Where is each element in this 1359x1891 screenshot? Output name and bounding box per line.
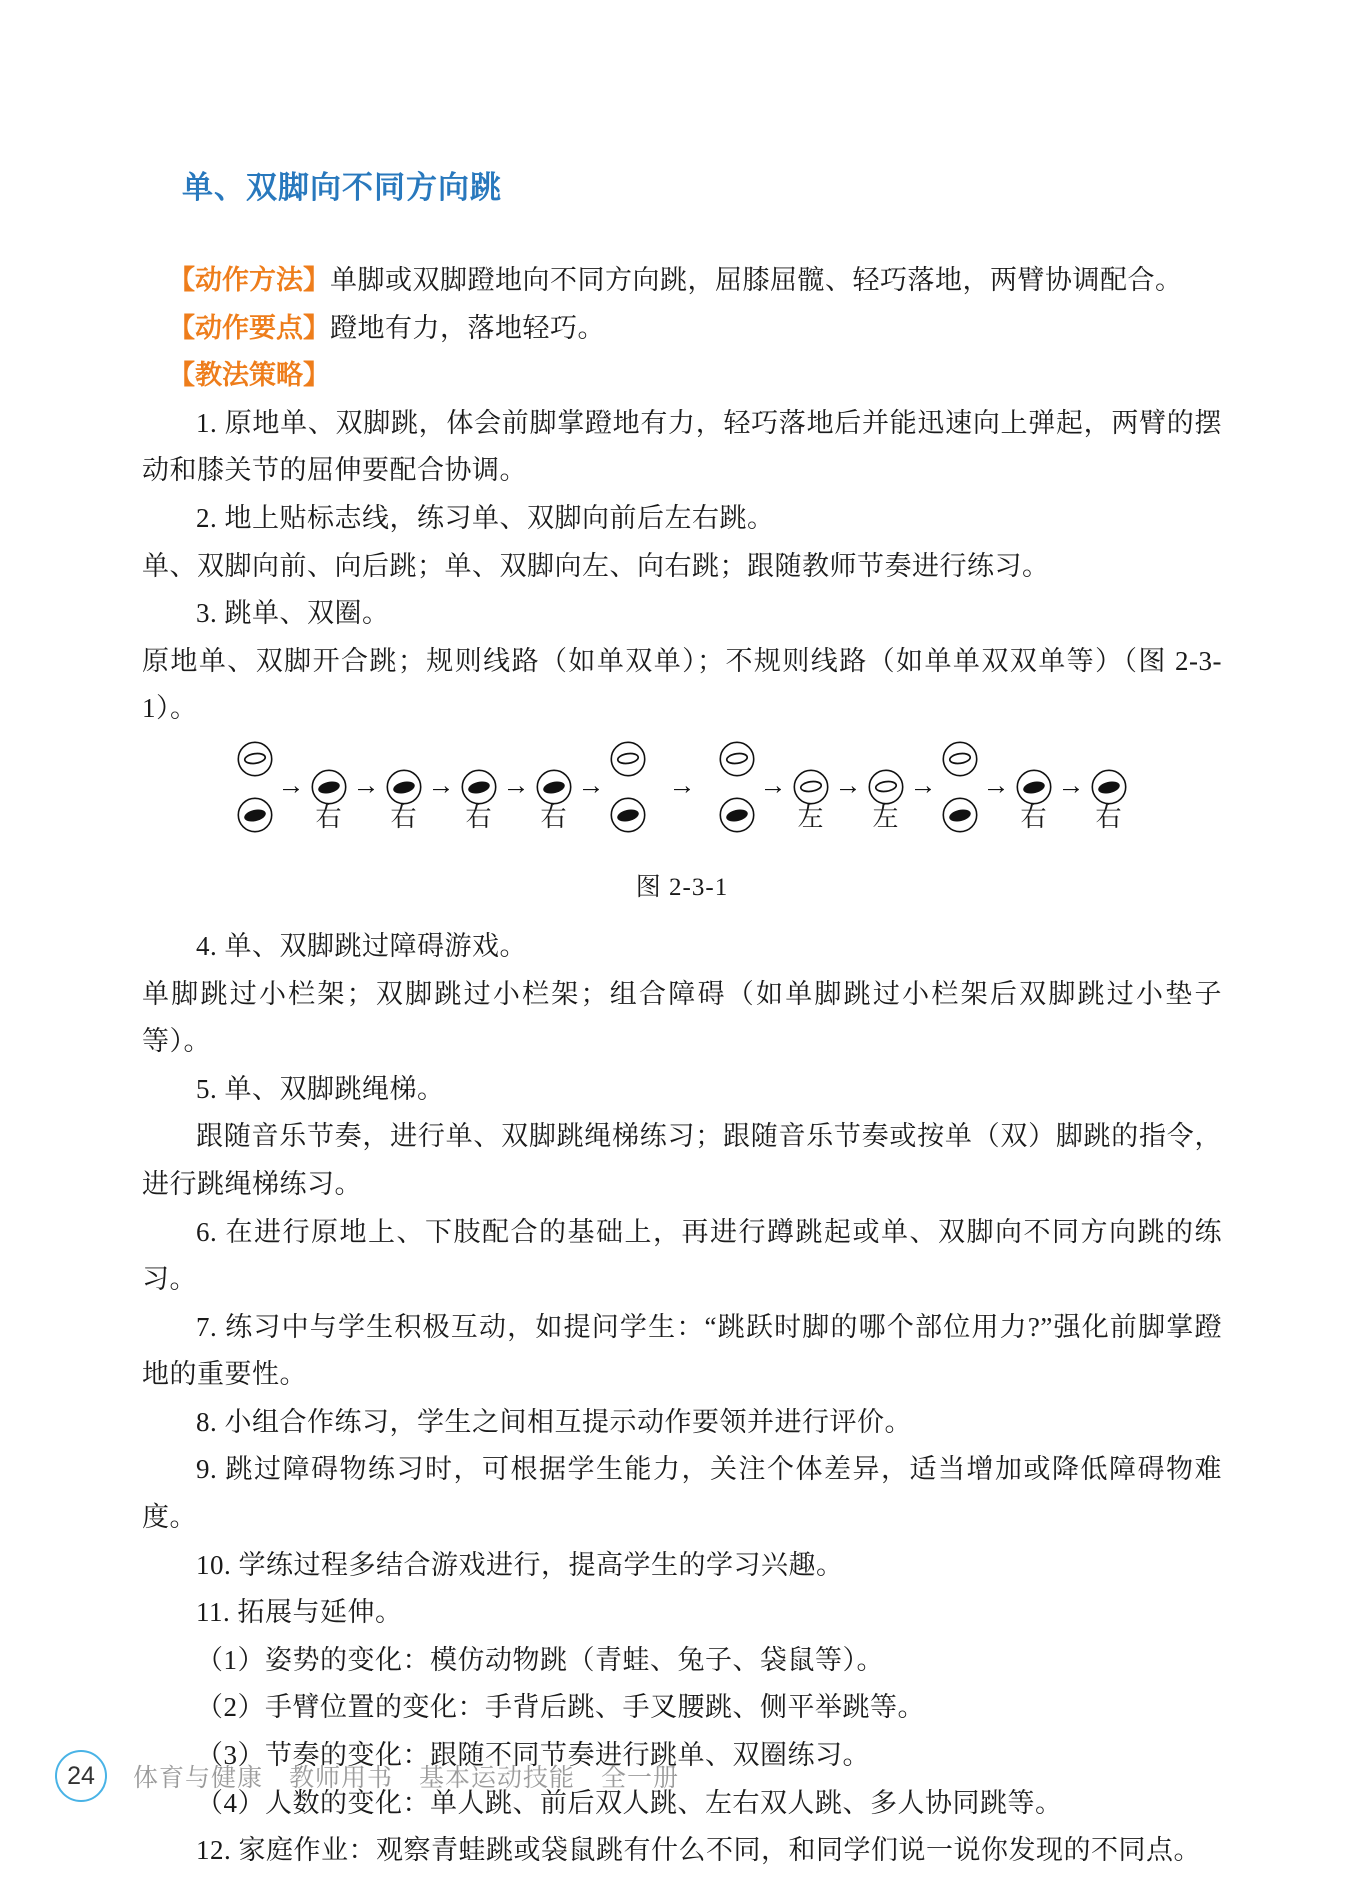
feet-pair bbox=[610, 741, 646, 833]
arrow-icon: → bbox=[577, 770, 605, 801]
left-foot-circle bbox=[610, 741, 646, 777]
section-label-lines bbox=[142, 257, 1222, 400]
section-line bbox=[142, 257, 1222, 305]
right-foot-step bbox=[460, 741, 498, 833]
section-line bbox=[142, 305, 1222, 353]
arrow-icon: → bbox=[668, 770, 696, 801]
paragraph: 2. 地上贴标志线，练习单、双脚向前后左右跳。 bbox=[196, 502, 775, 533]
paragraph: 9. 跳过障碍物练习时，可根据学生能力，关注个体差异，适当增加或降低障碍物难度。 bbox=[142, 1454, 1222, 1533]
paragraph: 5. 单、双脚跳绳梯。 bbox=[196, 1073, 445, 1104]
arrow-icon: → bbox=[909, 770, 937, 801]
right-foot-circle bbox=[1016, 769, 1052, 805]
paragraph: 8. 小组合作练习，学生之间相互提示动作要领并进行评价。 bbox=[196, 1406, 912, 1437]
step-label: 左 bbox=[872, 802, 899, 832]
teaching-strategy-list-top bbox=[142, 400, 1222, 733]
figure-2-3-1 bbox=[142, 741, 1222, 903]
right-foot-circle bbox=[386, 769, 422, 805]
step-label: 右 bbox=[1095, 802, 1122, 832]
paragraph: 7. 练习中与学生积极互动，如提问学生：“跳跃时脚的哪个部位用力?”强化前脚掌蹬地的重要性。 bbox=[142, 1311, 1222, 1390]
right-foot-circle bbox=[237, 797, 273, 833]
right-foot-circle bbox=[1091, 769, 1127, 805]
arrow-icon: → bbox=[277, 770, 305, 801]
paragraph: （3）节奏的变化：跟随不同节奏进行跳单、双圈练习。 bbox=[196, 1740, 870, 1771]
right-foot-circle bbox=[536, 769, 572, 805]
arrow-icon: → bbox=[982, 770, 1010, 801]
step-label: 右 bbox=[540, 802, 567, 832]
step-label: 右 bbox=[1020, 802, 1047, 832]
footer-book-title: 体育与健康 教师用书 基本运动技能 全一册 bbox=[133, 1764, 680, 1792]
page-footer bbox=[55, 1750, 679, 1802]
paragraph: （4）人数的变化：单人跳、前后双人跳、左右双人跳、多人协同跳等。 bbox=[196, 1787, 1063, 1818]
step-label: 左 bbox=[797, 802, 824, 832]
teaching-strategy-list-bottom bbox=[142, 923, 1222, 1875]
paragraph: 11. 拓展与延伸。 bbox=[196, 1597, 403, 1628]
step-label: 右 bbox=[315, 802, 342, 832]
right-foot-step bbox=[310, 741, 348, 833]
section-text: 单脚或双脚蹬地向不同方向跳，屈膝屈髋、轻巧落地，两臂协调配合。 bbox=[330, 265, 1183, 295]
page-number: 24 bbox=[67, 1761, 95, 1790]
paragraph: 单脚跳过小栏架；双脚跳过小栏架；组合障碍（如单脚跳过小栏架后双脚跳过小垫子等）。 bbox=[142, 978, 1222, 1057]
step-label: 右 bbox=[465, 802, 492, 832]
right-foot-circle bbox=[461, 769, 497, 805]
paragraph: （2）手臂位置的变化：手背后跳、手叉腰跳、侧平举跳等。 bbox=[196, 1692, 925, 1723]
paragraph: 1. 原地单、双脚跳，体会前脚掌蹬地有力，轻巧落地后并能迅速向上弹起，两臂的摆动和膝关节的屈伸要配合协调。 bbox=[142, 407, 1222, 486]
section-label: 【教法策略】 bbox=[168, 360, 330, 391]
right-foot-circle bbox=[610, 797, 646, 833]
section-line bbox=[142, 352, 1222, 400]
paragraph: 4. 单、双脚跳过障碍游戏。 bbox=[196, 930, 527, 961]
arrow-icon: → bbox=[352, 770, 380, 801]
paragraph: 跟随音乐节奏，进行单、双脚跳绳梯练习；跟随音乐节奏或按单（双）脚跳的指令，进行跳绳梯练习。 bbox=[142, 1121, 1222, 1199]
arrow-icon: → bbox=[759, 770, 787, 801]
paragraph: 3. 跳单、双圈。 bbox=[196, 598, 390, 629]
right-foot-circle bbox=[311, 769, 347, 805]
page-content bbox=[142, 162, 1222, 1875]
paragraph: 单、双脚向前、向后跳；单、双脚向左、向右跳；跟随教师节奏进行练习。 bbox=[142, 550, 1050, 581]
paragraph: 10. 学练过程多结合游戏进行，提高学生的学习兴趣。 bbox=[196, 1549, 844, 1580]
section-label: 【动作要点】 bbox=[168, 312, 330, 343]
left-foot-circle bbox=[793, 769, 829, 805]
arrow-icon: → bbox=[1057, 770, 1085, 801]
section-text: 蹬地有力，落地轻巧。 bbox=[330, 312, 605, 343]
arrow-icon: → bbox=[502, 770, 530, 801]
right-foot-circle bbox=[719, 797, 755, 833]
paragraph: 12. 家庭作业：观察青蛙跳或袋鼠跳有什么不同，和同学们说一说你发现的不同点。 bbox=[196, 1835, 1201, 1866]
right-foot-circle bbox=[942, 797, 978, 833]
left-foot-circle bbox=[942, 741, 978, 777]
left-foot-circle bbox=[719, 741, 755, 777]
feet-pair bbox=[942, 741, 978, 833]
paragraph: 6. 在进行原地上、下肢配合的基础上，再进行蹲跳起或单、双脚向不同方向跳的练习。 bbox=[142, 1216, 1222, 1295]
page-title: 单、双脚向不同方向跳 bbox=[182, 170, 502, 205]
right-foot-step bbox=[1015, 741, 1053, 833]
feet-pair bbox=[237, 741, 273, 833]
arrow-icon: → bbox=[834, 770, 862, 801]
section-label: 【动作方法】 bbox=[168, 265, 330, 295]
left-foot-step bbox=[867, 741, 905, 833]
left-foot-step bbox=[792, 741, 830, 833]
left-foot-circle bbox=[237, 741, 273, 777]
left-foot-circle bbox=[868, 769, 904, 805]
step-label: 右 bbox=[390, 802, 417, 832]
paragraph: （1）姿势的变化：模仿动物跳（青蛙、兔子、袋鼠等）。 bbox=[196, 1644, 884, 1675]
arrow-icon: → bbox=[427, 770, 455, 801]
right-foot-step bbox=[535, 741, 573, 833]
paragraph: 原地单、双脚开合跳；规则线路（如单双单）；不规则线路（如单单双双单等）（图 2-3-1）。 bbox=[142, 645, 1222, 724]
feet-pair bbox=[719, 741, 755, 833]
right-foot-step bbox=[385, 741, 423, 833]
right-foot-step bbox=[1090, 741, 1128, 833]
page-number-badge bbox=[55, 1750, 107, 1802]
jump-sequence-diagram bbox=[142, 741, 1222, 833]
figure-caption: 图 2-3-1 bbox=[635, 873, 729, 901]
